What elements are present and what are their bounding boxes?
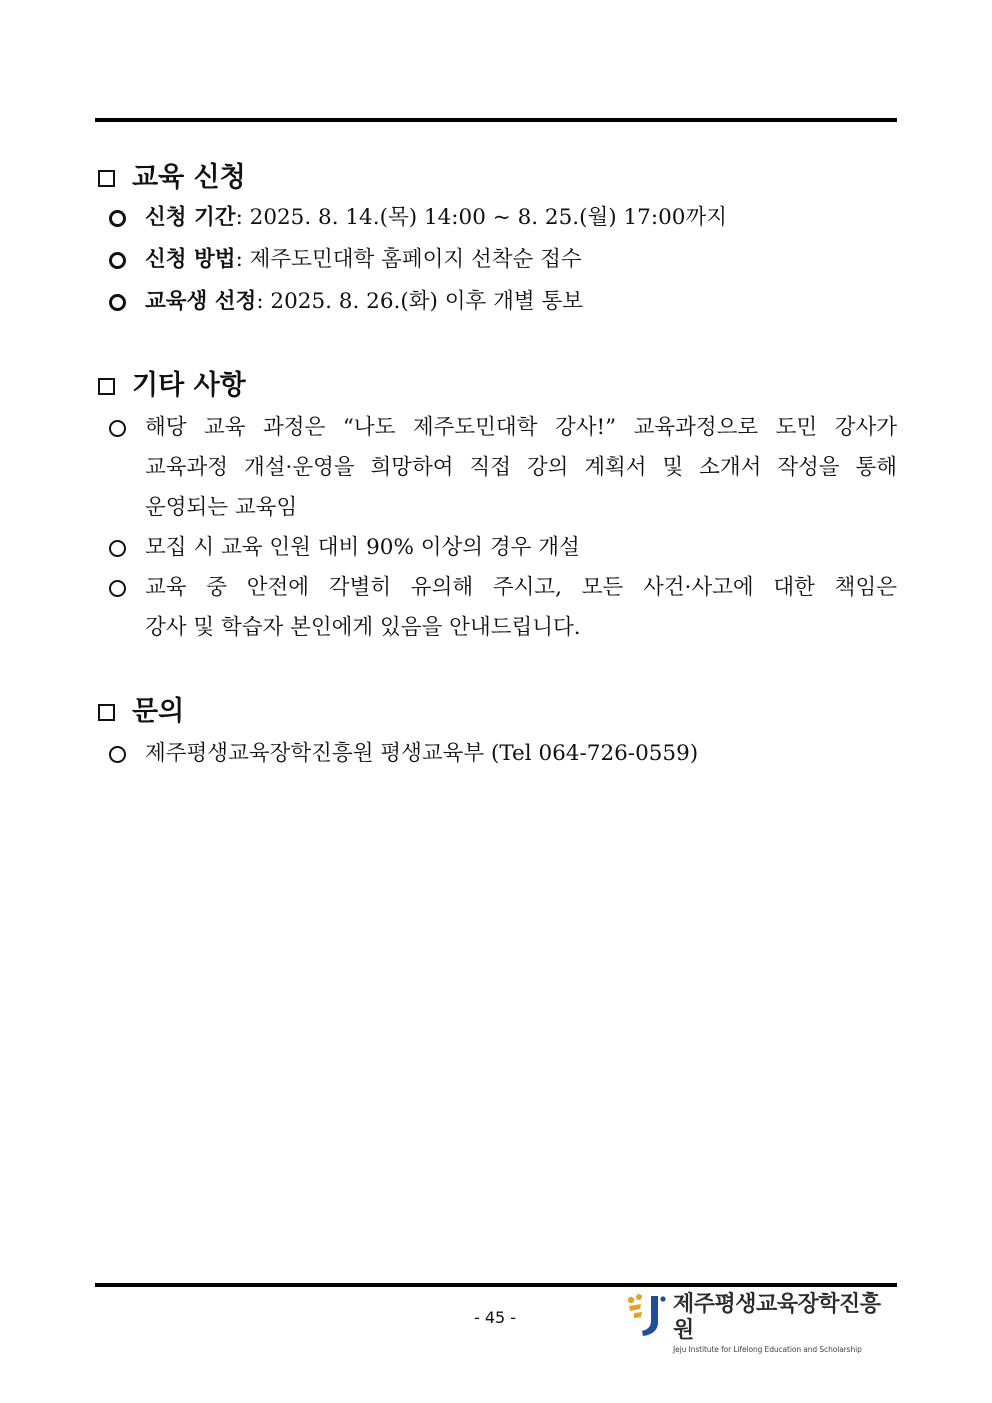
circle-bullet-icon bbox=[109, 540, 126, 557]
page-number: - 45 - bbox=[473, 1308, 517, 1327]
list-item bbox=[95, 198, 897, 238]
square-icon bbox=[98, 378, 115, 395]
section-application bbox=[95, 160, 897, 322]
square-icon bbox=[98, 704, 115, 721]
item-line: 교육과정 개설·운영을 희망하여 직접 강의 계획서 및 소개서 작성을 통해 bbox=[145, 455, 897, 480]
item-label: 신청 방법 bbox=[145, 247, 236, 272]
institute-logo bbox=[625, 1292, 895, 1354]
logo-name: 제주평생교육장학진흥원 bbox=[673, 1292, 881, 1343]
item-line: 교육 중 안전에 각별히 유의해 주시고, 모든 사건·사고에 대한 책임은 bbox=[145, 575, 897, 600]
item-line: 모집 시 교육 인원 대비 90% 이상의 경우 개설 bbox=[145, 535, 580, 560]
square-icon bbox=[98, 170, 115, 187]
section-heading bbox=[95, 694, 897, 730]
logo-subtitle: Jeju Institute for Lifelong Education and Scholarship bbox=[673, 1345, 862, 1354]
circle-bullet-icon bbox=[109, 420, 126, 437]
item-label: 교육생 선정 bbox=[145, 289, 257, 314]
top-rule bbox=[95, 118, 897, 122]
item-line: 강사 및 학습자 본인에게 있음을 안내드립니다. bbox=[145, 615, 581, 640]
section-heading bbox=[95, 368, 897, 404]
item-line: 해당 교육 과정은 “나도 제주도민대학 강사!” 교육과정으로 도민 강사가 bbox=[145, 415, 897, 440]
item-line: 제주평생교육장학진흥원 평생교육부 (Tel 064-726-0559) bbox=[145, 741, 699, 766]
item-label: 신청 기간 bbox=[145, 205, 236, 230]
list-item bbox=[95, 282, 897, 322]
section-title: 교육 신청 bbox=[132, 162, 246, 193]
list-item bbox=[95, 240, 897, 280]
circle-bullet-icon bbox=[109, 746, 126, 763]
list-item bbox=[95, 568, 897, 648]
list-item bbox=[95, 528, 897, 568]
section-heading bbox=[95, 160, 897, 196]
logo-text bbox=[673, 1292, 895, 1356]
list-item bbox=[95, 734, 897, 774]
institute-emblem-icon bbox=[625, 1292, 667, 1338]
list-item bbox=[95, 408, 897, 528]
item-text: : 제주도민대학 홈페이지 선착순 접수 bbox=[235, 247, 582, 272]
circle-bullet-icon bbox=[109, 252, 126, 269]
circle-bullet-icon bbox=[109, 580, 126, 597]
section-other-notes bbox=[95, 368, 897, 648]
circle-bullet-icon bbox=[109, 294, 126, 311]
item-text: : 2025. 8. 26.(화) 이후 개별 통보 bbox=[256, 289, 584, 314]
circle-bullet-icon bbox=[109, 210, 126, 227]
section-title: 기타 사항 bbox=[132, 370, 246, 401]
item-text: : 2025. 8. 14.(목) 14:00 ~ 8. 25.(월) 17:00까지 bbox=[235, 205, 728, 230]
section-inquiry bbox=[95, 694, 897, 774]
bottom-rule bbox=[95, 1283, 897, 1287]
item-line: 운영되는 교육임 bbox=[145, 495, 298, 520]
section-title: 문의 bbox=[132, 696, 185, 727]
